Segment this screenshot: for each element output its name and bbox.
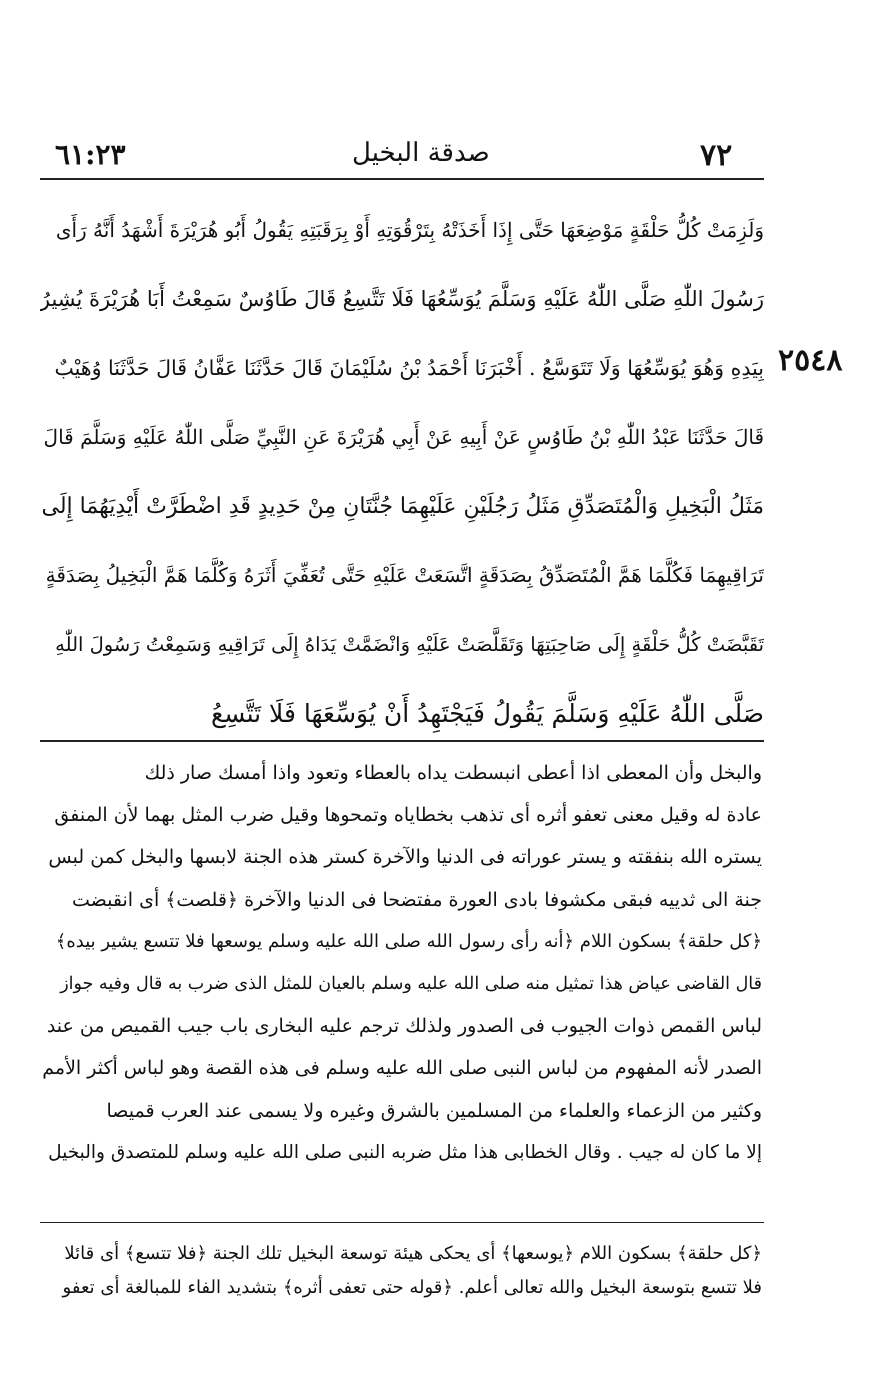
footnote-line: فلا تتسع بتوسعة البخيل والله تعالى أعلم. ﴿قوله حتى تعفى أثره﴾ بتشديد الفاء للمبالغة أى تعفو xyxy=(62,1277,762,1298)
hadith-text xyxy=(40,196,764,748)
commentary-line: والبخل وأن المعطى اذا أعطى انبسطت يداه بالعطاء وتعود واذا أمسك صار ذلك xyxy=(144,762,762,784)
running-title: صدقة البخيل xyxy=(352,138,490,168)
hadith-line: رَسُولَ اللّٰهِ صَلَّى اللّٰهُ عَلَيْهِ وَسَلَّمَ يُوَسِّعُهَا فَلَا تَتَّسِعُ قَالَ طَاوُسٌ سَمِعْتُ أَبَا هُرَيْرَةَ يُشِيرُ xyxy=(40,287,764,311)
page-number: ٧٢ xyxy=(700,138,733,173)
hadith-line: صَلَّى اللّٰهُ عَلَيْهِ وَسَلَّمَ يَقُولُ فَيَجْتَهِدُ أَنْ يُوَسِّعَهَا فَلَا تَتَّسِعُ xyxy=(211,699,764,728)
commentary-line: الصدر لأنه المفهوم من لباس النبى صلى الله عليه وسلم فى هذه القصة وهو لباس أكثر الأمم xyxy=(42,1057,762,1080)
page-reference: ٦١:٢٣ xyxy=(55,138,126,171)
hadith-number: ٢٥٤٨ xyxy=(778,343,843,378)
header-rule xyxy=(40,178,764,180)
hadith-line: قَالَ حَدَّثَنَا عَبْدُ اللّٰهِ بْنُ طَاوُسٍ عَنْ أَبِيهِ عَنْ أَبِي هُرَيْرَةَ عَنِ النَّبِيِّ صَلَّى اللّٰهُ عَلَيْهِ وَسَلَّمَ قَالَ xyxy=(43,425,764,449)
footnote-line: ﴿كل حلقة﴾ بسكون اللام ﴿يوسعها﴾ أى يحكى هيئة توسعة البخيل تلك الجنة ﴿فلا تتسع﴾ أى قائلا xyxy=(64,1243,762,1264)
commentary-line: ﴿كل حلقة﴾ بسكون اللام ﴿أنه رأى رسول الله صلى الله عليه وسلم يوسعها فلا تتسع يشير بيده﴾ xyxy=(55,930,762,952)
commentary-line: عادة له وقيل معنى تعفو أثره أى تذهب بخطاياه وتمحوها وقيل ضرب المثل بهما لأن المنفق xyxy=(54,804,762,827)
hadith-line: وَلَزِمَتْ كُلُّ حَلْقَةٍ مَوْضِعَهَا حَتَّى إِذَا أَخَذَتْهُ بِتَرْقُوَتِهِ أَوْ بِرَقَبَتِهِ يَقُولُ أَبُو هُرَيْرَةَ أَشْهَدُ أَنَّهُ رَأَى xyxy=(55,218,764,242)
commentary-line: جنة الى ثدييه فبقى مكشوفا بادى العورة مفتضحا فى الدنيا والآخرة ﴿قلصت﴾ أى انقبضت xyxy=(72,888,762,911)
commentary-text xyxy=(42,752,762,1174)
hadith-line: تَرَاقِيهِمَا فَكُلَّمَا هَمَّ الْمُتَصَدِّقُ بِصَدَقَةٍ اتَّسَعَتْ عَلَيْهِ حَتَّى تُعَفِّيَ أَثَرَهُ وَكُلَّمَا هَمَّ الْبَخِيلُ بِصَدَقَةٍ xyxy=(45,563,764,587)
commentary-line: لباس القمص ذوات الجيوب فى الصدور ولذلك ترجم عليه البخارى باب جيب القميص من عند xyxy=(46,1015,762,1038)
footnote-rule xyxy=(40,1222,764,1223)
hadith-line: مَثَلُ الْبَخِيلِ وَالْمُتَصَدِّقِ مَثَلُ رَجُلَيْنِ عَلَيْهِمَا جُنَّتَانِ مِنْ حَدِيدٍ قَدِ اضْطَرَّتْ أَيْدِيَهُمَا إِلَى xyxy=(41,494,764,519)
section-rule xyxy=(40,740,764,742)
commentary-line: وكثير من الزعماء والعلماء من المسلمين بالشرق وغيره ولا يسمى عند العرب قميصا xyxy=(106,1099,762,1122)
commentary-line: يستره الله بنفقته و يستر عوراته فى الدنيا والآخرة كستر هذه الجنة لابسها والبخل كمن لبس xyxy=(48,846,762,869)
commentary-line: قال القاضى عياض هذا تمثيل منه صلى الله عليه وسلم بالعيان للمثل الذى ضرب به قال وفيه جواز xyxy=(60,973,762,994)
hadith-line: تَقَبَّضَتْ كُلُّ حَلْقَةٍ إِلَى صَاحِبَتِهَا وَتَقَلَّصَتْ عَلَيْهِ وَانْضَمَّتْ يَدَاهُ إِلَى تَرَاقِيهِ وَسَمِعْتُ رَسُولَ اللّٰهِ xyxy=(55,633,764,656)
footnote-text xyxy=(42,1237,762,1305)
commentary-line: إلا ما كان له جيب . وقال الخطابى هذا مثل ضربه النبى صلى الله عليه وسلم للمتصدق والبخيل xyxy=(48,1141,762,1163)
hadith-line: بِيَدِهِ وَهُوَ يُوَسِّعُهَا وَلَا تَتَوَسَّعُ . أَخْبَرَنَا أَحْمَدُ بْنُ سُلَيْمَانَ قَالَ حَدَّثَنَا عَفَّانُ قَالَ حَدَّثَنَا وُهَيْبٌ xyxy=(54,356,764,380)
